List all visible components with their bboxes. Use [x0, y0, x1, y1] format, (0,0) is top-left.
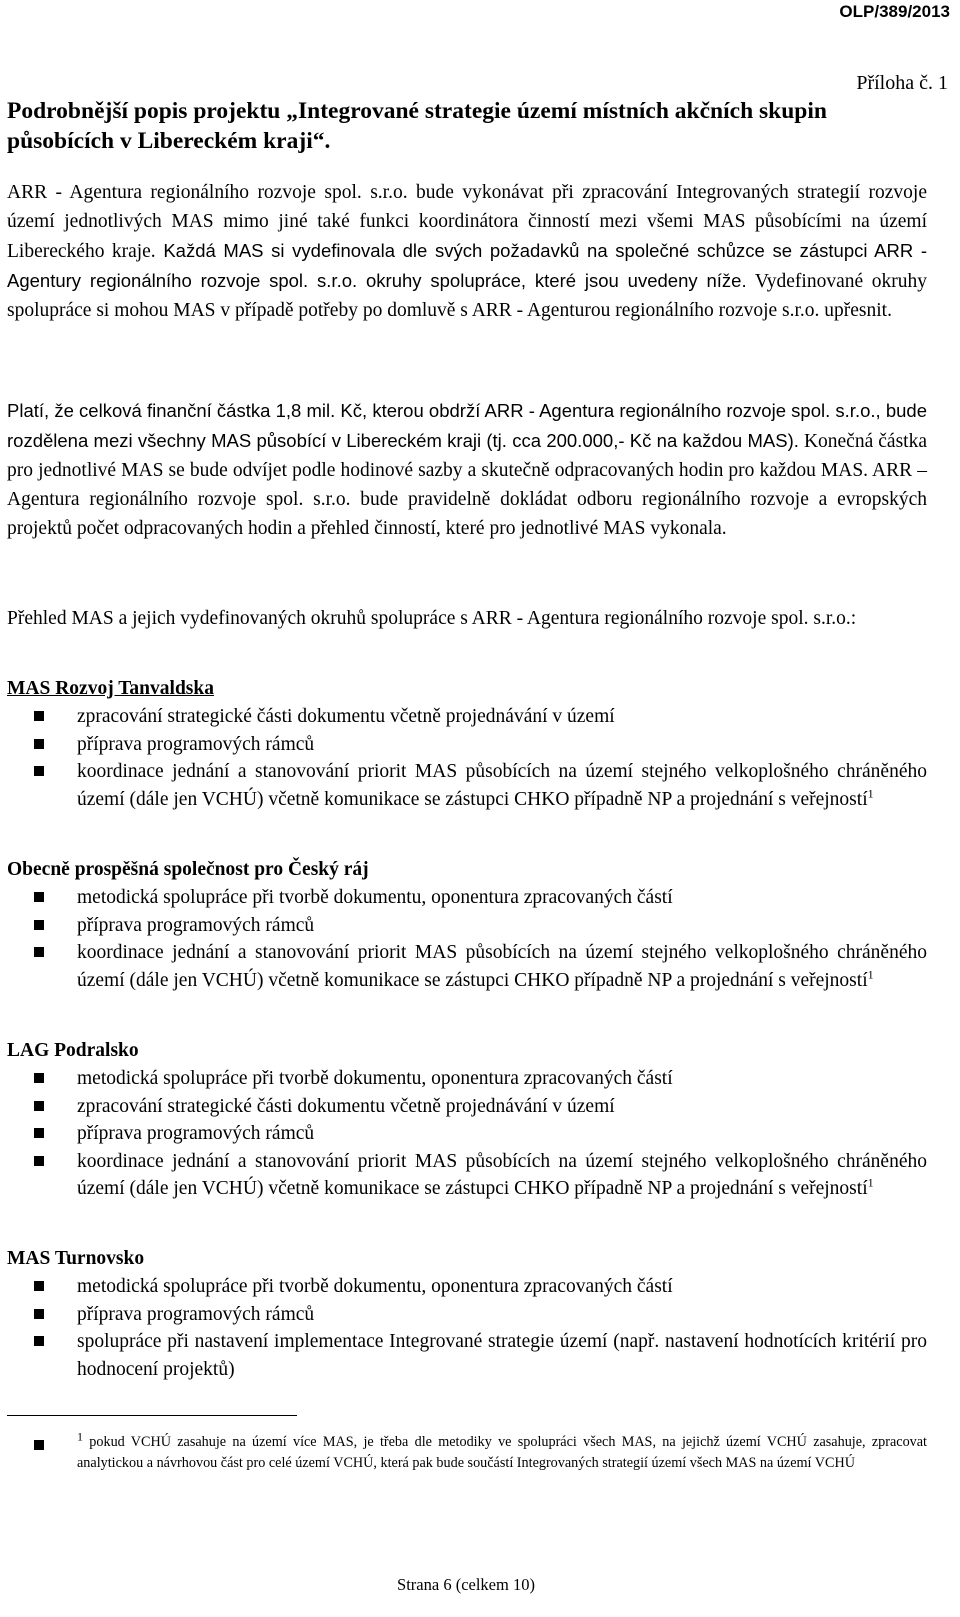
group-mas-turnovsko [7, 1245, 927, 1383]
list-item [7, 1093, 927, 1121]
page-title: Podrobnější popis projektu „Integrované strategie území místních akčních skupin působících v Libereckém kraji“. [7, 98, 827, 154]
list-item [7, 1120, 927, 1148]
document-number: OLP/389/2013 [839, 2, 950, 21]
footnote-text [7, 1429, 927, 1474]
list-item [7, 703, 927, 731]
intro-sentence-3: Vydefinované okruhy spolupráce si mohou MAS v případě potřeby po domluvě s ARR - Agenturou regionálního rozvoje s.r.o. upřesnit. [7, 271, 927, 321]
list-item [7, 1301, 927, 1329]
page-number: Strana 6 (celkem 10) [397, 1575, 535, 1594]
square-bullet-icon [34, 1309, 44, 1319]
group-title: MAS Turnovsko [7, 1248, 145, 1269]
list-item [7, 1148, 927, 1203]
item-text: příprava programových rámců [77, 1123, 315, 1144]
square-bullet-icon [34, 1440, 44, 1450]
funding-sentence-1: Platí, že celková finanční částka 1,8 mil. Kč, kterou obdrží ARR - Agentura regionálního rozvoje spol. s.r.o., bude rozdělena mezi všechny MAS působící v Libereckém kraji (tj. cca 200.000,- Kč na každou MAS). [7, 400, 927, 451]
group-lag-podralsko [7, 1037, 927, 1203]
footnote-mark: 1 [77, 1429, 83, 1444]
footnote [7, 1429, 927, 1474]
item-list [7, 1065, 927, 1203]
intro-sentence-2: Každá MAS si vydefinovala dle svých požadavků na společné schůzce se zástupci ARR - Agentury regionálního rozvoje spol. s.r.o. okruhy spolupráce, které jsou uvedeny níže. [7, 240, 927, 291]
item-text: zpracování strategické části dokumentu včetně projednávání v území [77, 706, 615, 727]
item-text: metodická spolupráce při tvorbě dokumentu, oponentura zpracovaných částí [77, 1068, 673, 1089]
item-text: příprava programových rámců [77, 914, 315, 936]
list-item [7, 731, 927, 759]
funding-paragraph [7, 396, 927, 543]
group-mas-rozvoj-tanvaldska [7, 675, 927, 813]
item-text: spolupráce při nastavení implementace Integrované strategie území (např. nastavení hodnotících kritérií pro hodnocení projektů) [77, 1331, 927, 1380]
group-title: MAS Rozvoj Tanvaldska [7, 678, 214, 699]
square-bullet-icon [34, 766, 44, 776]
square-bullet-icon [34, 1101, 44, 1111]
square-bullet-icon [34, 1073, 44, 1083]
footnote-divider [7, 1415, 297, 1416]
list-item [7, 939, 927, 994]
list-item [7, 758, 927, 813]
footnote-ref: 1 [867, 967, 874, 981]
square-bullet-icon [34, 711, 44, 721]
intro-paragraph [7, 178, 927, 325]
overview-paragraph: Přehled MAS a jejich vydefinovaných okruhů spolupráce s ARR - Agentura regionálního rozvoje spol. s.r.o.: [7, 608, 857, 629]
intro-sentence-1: ARR - Agentura regionálního rozvoje spol. s.r.o. bude vykonávat při zpracování Integrovaných strategií rozvoje území jednotlivých MAS mimo jiné také funkci koordinátora činností mezi všemi MAS působícími na území Libereckého kraje. [7, 182, 927, 262]
item-text: zpracování strategické části dokumentu včetně projednávání v území [77, 1095, 615, 1117]
square-bullet-icon [34, 892, 44, 902]
list-item [7, 1273, 927, 1301]
square-bullet-icon [34, 1281, 44, 1291]
list-item [7, 1065, 927, 1093]
square-bullet-icon [34, 947, 44, 957]
list-item [7, 1328, 927, 1383]
square-bullet-icon [34, 739, 44, 749]
item-list [7, 884, 927, 994]
annex-label: Příloha č. 1 [856, 72, 948, 94]
square-bullet-icon [34, 1156, 44, 1166]
item-text: koordinace jednání a stanovování priorit MAS působících na území stejného velkoplošného chráněného území (dále jen VCHÚ) včetně komunikace se zástupci CHKO případně NP a projednání s veřejností [77, 1150, 927, 1199]
item-text: koordinace jednání a stanovování priorit MAS působících na území stejného velkoplošného chráněného území (dále jen VCHÚ) včetně komunikace se zástupci CHKO případně NP a projednání s veřejností [77, 761, 927, 810]
group-title: LAG Podralsko [7, 1040, 139, 1061]
footnote-ref: 1 [867, 1175, 874, 1190]
group-ops-cesky-raj [7, 856, 927, 994]
item-list [7, 703, 927, 813]
item-text: koordinace jednání a stanovování priorit MAS působících na území stejného velkoplošného chráněného území (dále jen VCHÚ) včetně komunikace se zástupci CHKO případně NP a projednání s veřejností [77, 942, 927, 991]
item-list [7, 1273, 927, 1383]
item-text: metodická spolupráce při tvorbě dokumentu, oponentura zpracovaných částí [77, 887, 673, 908]
list-item [7, 884, 927, 912]
item-text: příprava programových rámců [77, 733, 315, 755]
funding-sentence-2: Konečná částka pro jednotlivé MAS se bude odvíjet podle hodinové sazby a skutečně odpracovaných hodin pro každou MAS. ARR – Agentura regionálního rozvoje spol. s.r.o. bude pravidelně dokládat odboru regionálního rozvoje a evropských projektů počet odpracovaných hodin a přehled činností, které pro jednotlivé MAS vykonala. [7, 431, 927, 539]
item-text: metodická spolupráce při tvorbě dokumentu, oponentura zpracovaných částí [77, 1276, 673, 1297]
list-item [7, 912, 927, 940]
item-text: příprava programových rámců [77, 1303, 315, 1325]
square-bullet-icon [34, 1128, 44, 1138]
square-bullet-icon [34, 920, 44, 930]
square-bullet-icon [34, 1336, 44, 1346]
group-title: Obecně prospěšná společnost pro Český ráj [7, 859, 369, 880]
footnote-ref: 1 [867, 786, 874, 800]
footnote-body: pokud VCHÚ zasahuje na území více MAS, je třeba dle metodiky ve spolupráci všech MAS, na jejichž území VCHÚ zasahuje, zpracovat analytickou a návrhovou část pro celé území VCHÚ, která pak bude součástí Integrovaných strategií území všech MAS na území VCHÚ [77, 1434, 927, 1471]
